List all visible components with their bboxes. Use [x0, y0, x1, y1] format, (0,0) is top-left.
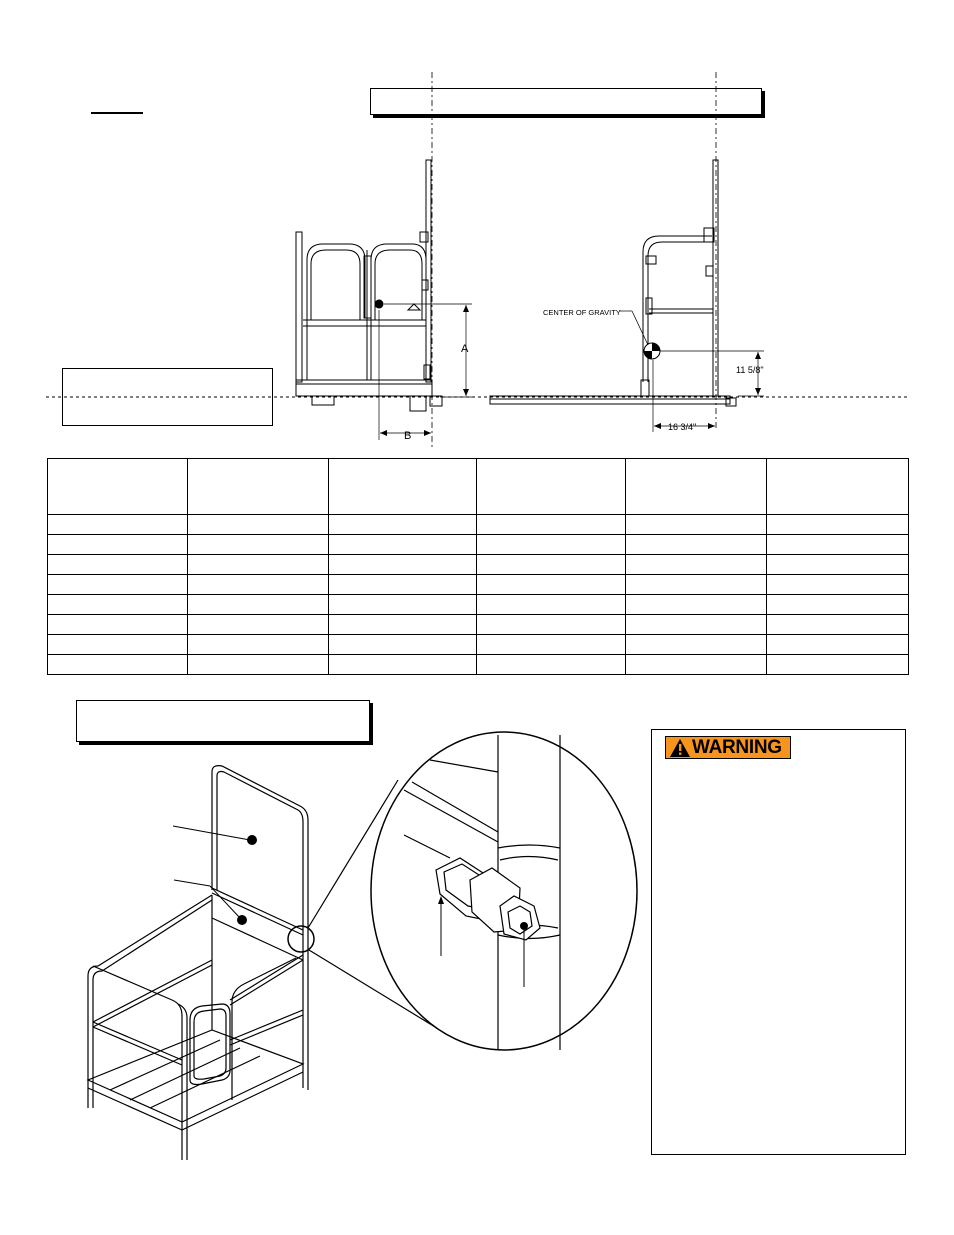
table-row: [48, 515, 909, 535]
table-row: [48, 555, 909, 575]
table-header-cell: [477, 459, 626, 515]
table-row: [48, 535, 909, 555]
elevation-drawing: [0, 0, 954, 460]
table-row: [48, 615, 909, 635]
cog-label: CENTER OF GRAVITY: [543, 308, 621, 317]
dim-b-label: B: [404, 430, 412, 442]
front-elevation-view: [296, 160, 442, 411]
dim-width-label: 16 3/4": [668, 422, 697, 432]
table-row: [48, 595, 909, 615]
warning-panel: [651, 729, 906, 1155]
section-box: [76, 700, 370, 742]
table-row: [48, 635, 909, 655]
dim-a-label: A: [461, 343, 469, 355]
table-header-cell: [626, 459, 767, 515]
table-row: [48, 575, 909, 595]
table-header-cell: [767, 459, 909, 515]
warning-badge: [665, 736, 791, 759]
table-header-cell: [329, 459, 477, 515]
table-header-cell: [188, 459, 329, 515]
side-elevation-view: [490, 160, 736, 406]
table-row: [48, 655, 909, 675]
dim-height-label: 11 5/8": [736, 365, 764, 375]
table-header-cell: [48, 459, 188, 515]
spec-table: [47, 458, 909, 675]
warning-triangle-icon: [669, 738, 691, 758]
warning-label: WARNING: [692, 736, 782, 758]
table-header-row: [48, 459, 909, 515]
